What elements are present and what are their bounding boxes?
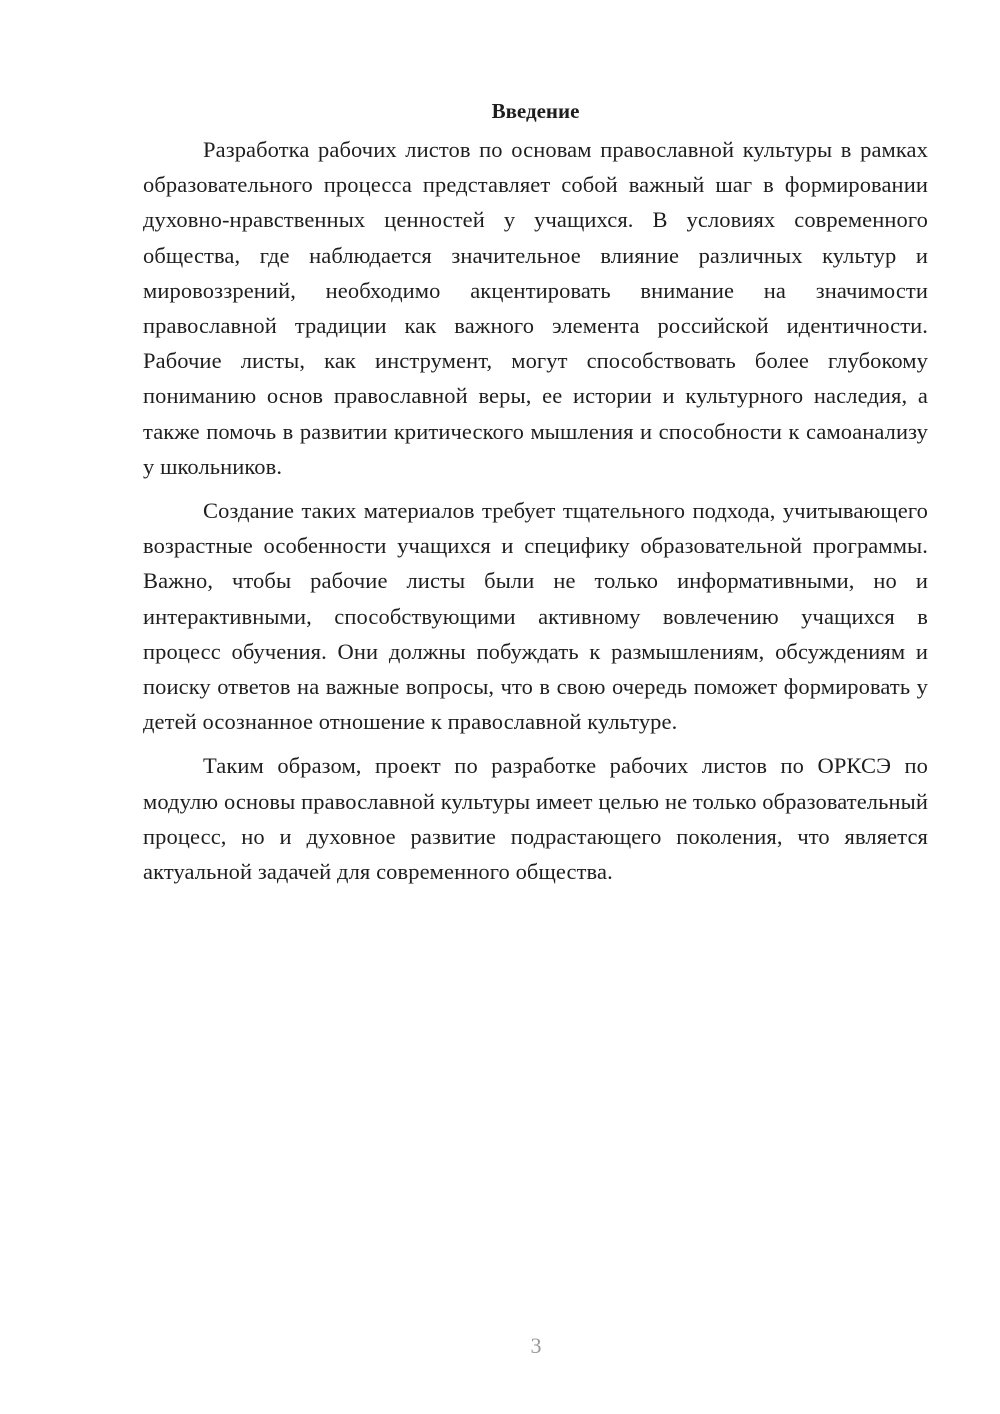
paragraph-2: Создание таких материалов требует тщательного подхода, учитывающего возрастные особенности учащихся и специфику образовательной программы. Важно, чтобы рабочие листы были не только информативными, но и интерактивными, способствующими активному вовлечению учащихся в процесс обучения. Они должны побуждать к размышлениям, обсуждениям и поиску ответов на важные вопросы, что в свою очередь поможет формировать у детей осознанное отношение к православной культуре. bbox=[143, 498, 928, 735]
paragraph-3: Таким образом, проект по разработке рабочих листов по ОРКСЭ по модулю основы православной культуры имеет целью не только образовательный процесс, но и духовное развитие подрастающего поколения, что является актуальной задачей для современного общества. bbox=[143, 753, 928, 885]
paragraph-1: Разработка рабочих листов по основам православной культуры в рамках образовательного процесса представляет собой важный шаг в формировании духовно-нравственных ценностей у учащихся. В условиях современного общества, где наблюдается значительное влияние различных культур и мировоззрений, необходимо акцентировать внимание на значимости православной традиции как важного элемента российской идентичности. Рабочие листы, как инструмент, могут способствовать более глубокому пониманию основ православной веры, ее истории и культурного наследия, а также помочь в развитии критического мышления и способности к самоанализу у школьников. bbox=[143, 137, 928, 479]
page-content bbox=[143, 96, 928, 898]
section-title: Введение bbox=[491, 99, 580, 123]
page-number: 3 bbox=[530, 1333, 542, 1358]
